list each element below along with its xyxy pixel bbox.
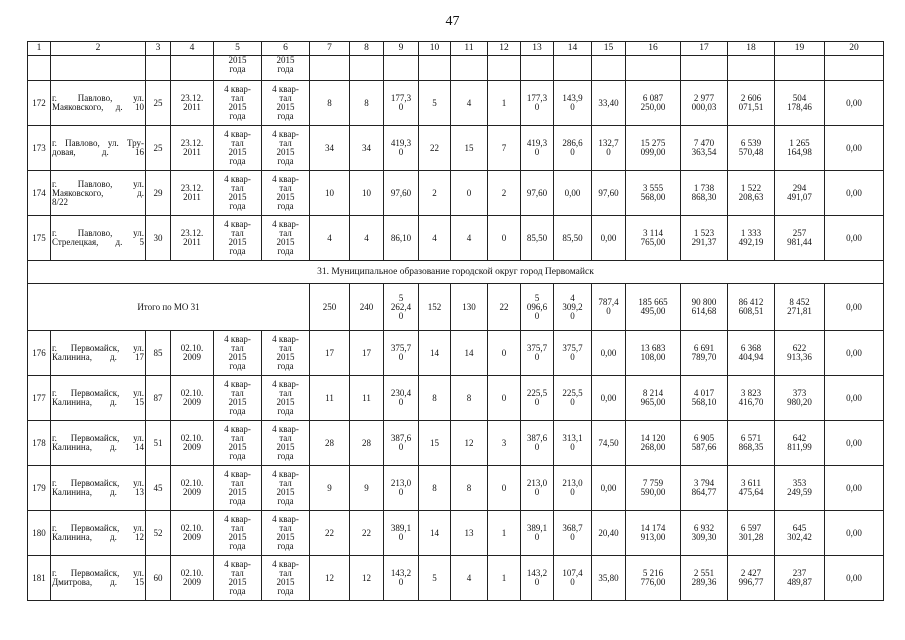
table-cell: 0,00 [825,81,884,126]
total-label: Итого по МО 31 [28,284,310,331]
table-cell: 9 [310,466,350,511]
table-cell: 375,7 0 [521,331,554,376]
table-cell: 15 [451,126,488,171]
table-cell: 2 [488,171,521,216]
table-cell: 3 794 864,77 [681,466,728,511]
table-cell: 4 квар- тал 2015 года [262,331,310,376]
table-cell: 14 [419,331,451,376]
table-cell: 17 [350,331,384,376]
table-cell: 30 [146,216,171,261]
table-cell: 2015 года [262,56,310,81]
table-cell: 0 [488,376,521,421]
table-body [28,42,884,601]
header-cell: 12 [488,42,521,56]
table-cell: 143,2 0 [384,556,419,601]
table-cell: 3 611 475,64 [728,466,775,511]
page-number: 47 [445,14,460,29]
header-cell: 8 [350,42,384,56]
table-cell: 0,00 [592,331,626,376]
total-cell: 240 [350,284,384,331]
table-cell: 4 квар- тал 2015 года [214,421,262,466]
table-cell: 622 913,36 [775,331,825,376]
table-cell: 4 квар- тал 2015 года [214,126,262,171]
table-cell: 132,7 0 [592,126,626,171]
row-number: 175 [28,216,51,261]
header-cell: 5 [214,42,262,56]
table-cell: 4 квар- тал 2015 года [214,376,262,421]
table-cell [350,56,384,81]
table-cell: 2 606 071,51 [728,81,775,126]
table-cell: 11 [350,376,384,421]
table-cell: 6 905 587,66 [681,421,728,466]
table-cell: 85,50 [554,216,592,261]
table-cell: 3 114 765,00 [626,216,681,261]
table-cell: 0,00 [825,511,884,556]
table-cell: 4 квар- тал 2015 года [214,331,262,376]
table-cell [592,56,626,81]
table-cell: 4 квар- тал 2015 года [214,466,262,511]
table-cell: 25 [146,81,171,126]
header-cell: 18 [728,42,775,56]
header-cell: 20 [825,42,884,56]
table-cell: 8 [310,81,350,126]
table-cell: 22 [350,511,384,556]
table-cell: 4 квар- тал 2015 года [262,171,310,216]
table-cell: 4 [419,216,451,261]
table-cell: 143,2 0 [521,556,554,601]
header-cell: 15 [592,42,626,56]
table-row [28,216,884,261]
total-row [28,284,884,331]
table-cell: 14 [451,331,488,376]
row-number: 176 [28,331,51,376]
header-cell: 4 [171,42,214,56]
table-cell: 34 [350,126,384,171]
table-cell: 25 [146,126,171,171]
header-cell: 6 [262,42,310,56]
table-cell: 7 759 590,00 [626,466,681,511]
table-cell: 230,4 0 [384,376,419,421]
program-table [27,41,884,601]
row-number: 177 [28,376,51,421]
table-cell: 11 [310,376,350,421]
table-row [28,331,884,376]
table-cell: 294 491,07 [775,171,825,216]
table-cell: 97,60 [384,171,419,216]
table-cell: 23.12. 2011 [171,216,214,261]
table-cell: 14 [419,511,451,556]
table-cell: 28 [350,421,384,466]
table-cell [775,56,825,81]
header-cell: 14 [554,42,592,56]
table-cell [681,56,728,81]
header-cell: 16 [626,42,681,56]
table-cell: 2 977 000,03 [681,81,728,126]
table-cell: 237 489,87 [775,556,825,601]
table-cell: 0,00 [554,171,592,216]
total-cell: 4 309,2 0 [554,284,592,331]
table-cell: 02.10. 2009 [171,511,214,556]
table-cell: 17 [310,331,350,376]
table-cell: 8 [419,466,451,511]
table-cell: 368,7 0 [554,511,592,556]
table-cell: 4 [451,556,488,601]
table-cell: 0,00 [825,556,884,601]
table-cell [171,56,214,81]
header-cell: 3 [146,42,171,56]
header-cell: 2 [51,42,146,56]
table-cell: 313,1 0 [554,421,592,466]
table-cell: 13 683 108,00 [626,331,681,376]
table-cell: 9 [350,466,384,511]
table-cell: 0,00 [825,376,884,421]
table-cell: 1 [488,81,521,126]
table-cell: 34 [310,126,350,171]
table-cell: 0,00 [825,171,884,216]
table-cell: 4 квар- тал 2015 года [262,511,310,556]
table-cell: 6 597 301,28 [728,511,775,556]
row-number: 172 [28,81,51,126]
table-cell: 12 [350,556,384,601]
table-cell: 2 [419,171,451,216]
table-cell: 286,6 0 [554,126,592,171]
table-cell: 0,00 [825,331,884,376]
address-cell: г. Первомайск, ул. Калинина, д. 15 [51,376,146,421]
table-cell: 8 [419,376,451,421]
table-cell: 15 275 099,00 [626,126,681,171]
table-cell: 14 120 268,00 [626,421,681,466]
table-cell: 22 [419,126,451,171]
table-cell: 12 [310,556,350,601]
header-cell: 11 [451,42,488,56]
row-number: 180 [28,511,51,556]
table-cell: 419,3 0 [384,126,419,171]
table-cell [451,56,488,81]
address-cell: г. Павлово, ул. Тру- довая, д. 16 [51,126,146,171]
table-cell: 0,00 [592,216,626,261]
table-cell: 5 [419,81,451,126]
table-cell: 4 квар- тал 2015 года [214,556,262,601]
table-cell: 52 [146,511,171,556]
table-cell: 87 [146,376,171,421]
table-cell: 6 368 404,94 [728,331,775,376]
table-row [28,126,884,171]
table-cell [626,56,681,81]
table-cell: 85,50 [521,216,554,261]
address-cell: г. Первомайск, ул. Калинина, д. 17 [51,331,146,376]
table-cell: 4 квар- тал 2015 года [262,556,310,601]
table-cell: 257 981,44 [775,216,825,261]
table-cell: 23.12. 2011 [171,126,214,171]
table-cell: 4 квар- тал 2015 года [262,216,310,261]
total-cell: 22 [488,284,521,331]
table-cell: 419,3 0 [521,126,554,171]
table-cell: 2 551 289,36 [681,556,728,601]
table-cell: 28 [310,421,350,466]
table-cell: 1 333 492,19 [728,216,775,261]
continuation-row [28,56,884,81]
row-number: 178 [28,421,51,466]
table-row [28,81,884,126]
row-number: 174 [28,171,51,216]
table-cell: 5 [419,556,451,601]
table-cell: 0 [451,171,488,216]
table-cell: 10 [310,171,350,216]
table-cell: 23.12. 2011 [171,171,214,216]
table-cell: 504 178,46 [775,81,825,126]
row-number: 173 [28,126,51,171]
table-row [28,421,884,466]
table-cell: 1 523 291,37 [681,216,728,261]
table-cell: 1 [488,511,521,556]
table-cell: 0,00 [825,126,884,171]
total-cell: 90 800 614,68 [681,284,728,331]
table-cell: 74,50 [592,421,626,466]
table-cell: 22 [310,511,350,556]
total-cell: 86 412 608,51 [728,284,775,331]
table-cell: 1 522 208,63 [728,171,775,216]
address-cell: г. Первомайск, ул. Калинина, д. 14 [51,421,146,466]
table-cell: 7 470 363,54 [681,126,728,171]
header-row [28,42,884,56]
table-cell [488,56,521,81]
table-cell: 4 квар- тал 2015 года [262,421,310,466]
table-cell: 13 [451,511,488,556]
table-cell: 213,0 0 [384,466,419,511]
table-cell: 02.10. 2009 [171,421,214,466]
table-cell: 4 квар- тал 2015 года [262,126,310,171]
table-row [28,466,884,511]
table-cell: 4 квар- тал 2015 года [214,216,262,261]
address-cell: г. Первомайск, ул. Калинина, д. 12 [51,511,146,556]
table-cell: 60 [146,556,171,601]
table-cell: 5 216 776,00 [626,556,681,601]
table-cell: 7 [488,126,521,171]
total-cell: 0,00 [825,284,884,331]
table-cell: 4 квар- тал 2015 года [214,81,262,126]
table-cell: 02.10. 2009 [171,556,214,601]
table-cell: 3 [488,421,521,466]
table-cell: 0 [488,466,521,511]
table-cell: 4 [350,216,384,261]
table-cell: 6 691 789,70 [681,331,728,376]
table-cell: 85 [146,331,171,376]
table-row [28,556,884,601]
table-cell: 0,00 [592,376,626,421]
table-cell: 35,80 [592,556,626,601]
table-cell: 12 [451,421,488,466]
table-cell: 23.12. 2011 [171,81,214,126]
table-cell: 387,6 0 [384,421,419,466]
table-cell: 02.10. 2009 [171,466,214,511]
table-cell: 4 квар- тал 2015 года [262,376,310,421]
table-cell: 02.10. 2009 [171,376,214,421]
table-cell: 213,0 0 [554,466,592,511]
table-row [28,376,884,421]
table-cell: 0,00 [825,466,884,511]
table-cell: 2015 года [214,56,262,81]
table-cell: 3 823 416,70 [728,376,775,421]
total-cell: 787,4 0 [592,284,626,331]
table-cell: 4 квар- тал 2015 года [214,171,262,216]
table-cell: 3 555 568,00 [626,171,681,216]
table-cell [419,56,451,81]
table-cell [521,56,554,81]
table-cell: 213,0 0 [521,466,554,511]
table-cell: 1 265 164,98 [775,126,825,171]
address-cell: г. Павлово, ул. Стрелецкая, д. 5 [51,216,146,261]
address-cell: г. Первомайск, ул. Калинина, д. 13 [51,466,146,511]
table-cell [146,56,171,81]
table-cell: 97,60 [521,171,554,216]
table-cell: 1 738 868,30 [681,171,728,216]
table-cell: 389,1 0 [384,511,419,556]
table-cell: 177,3 0 [521,81,554,126]
table-cell: 4 квар- тал 2015 года [214,511,262,556]
row-number: 179 [28,466,51,511]
table-cell [384,56,419,81]
table-cell: 29 [146,171,171,216]
header-cell: 17 [681,42,728,56]
table-cell: 389,1 0 [521,511,554,556]
table-cell: 02.10. 2009 [171,331,214,376]
table-cell: 0 [488,331,521,376]
table-cell: 8 214 965,00 [626,376,681,421]
table-cell: 10 [350,171,384,216]
table-cell: 0,00 [592,466,626,511]
table-cell: 375,7 0 [384,331,419,376]
total-cell: 5 096,6 0 [521,284,554,331]
table-cell: 15 [419,421,451,466]
total-cell: 152 [419,284,451,331]
table-cell: 8 [451,376,488,421]
table-cell: 373 980,20 [775,376,825,421]
table-cell: 645 302,42 [775,511,825,556]
table-row [28,511,884,556]
table-row [28,171,884,216]
table-cell: 6 571 868,35 [728,421,775,466]
total-cell: 5 262,4 0 [384,284,419,331]
table-cell: 6 539 570,48 [728,126,775,171]
table-cell: 45 [146,466,171,511]
table-cell: 387,6 0 [521,421,554,466]
table-cell: 51 [146,421,171,466]
total-cell: 250 [310,284,350,331]
table-cell: 4 квар- тал 2015 года [262,81,310,126]
table-cell: 20,40 [592,511,626,556]
header-cell: 9 [384,42,419,56]
table-cell: 33,40 [592,81,626,126]
table-cell: 225,5 0 [554,376,592,421]
table-cell: 177,3 0 [384,81,419,126]
table-cell: 107,4 0 [554,556,592,601]
total-cell: 130 [451,284,488,331]
header-cell: 10 [419,42,451,56]
header-cell: 1 [28,42,51,56]
table-cell: 8 [451,466,488,511]
table-cell: 0 [488,216,521,261]
table-cell [51,56,146,81]
table-cell [728,56,775,81]
table-cell: 4 [310,216,350,261]
address-cell: г. Первомайск, ул. Дмитрова, д. 15 [51,556,146,601]
municipality-title: 31. Муниципальное образование городской округ город Первомайск [28,261,884,284]
table-cell: 97,60 [592,171,626,216]
table-cell: 375,7 0 [554,331,592,376]
table-cell: 6 087 250,00 [626,81,681,126]
table-cell: 4 017 568,10 [681,376,728,421]
table-cell [825,56,884,81]
table-cell: 642 811,99 [775,421,825,466]
address-cell: г. Павлово, ул. Маяковского, д. 8/22 [51,171,146,216]
table-cell [28,56,51,81]
row-number: 181 [28,556,51,601]
table-cell: 14 174 913,00 [626,511,681,556]
table-cell: 4 [451,216,488,261]
header-cell: 7 [310,42,350,56]
table-cell: 6 932 309,30 [681,511,728,556]
table-cell: 1 [488,556,521,601]
total-cell: 185 665 495,00 [626,284,681,331]
municipality-row [28,261,884,284]
table-cell [310,56,350,81]
table-cell: 2 427 996,77 [728,556,775,601]
table-cell: 8 [350,81,384,126]
table-cell: 225,5 0 [521,376,554,421]
table-cell: 0,00 [825,421,884,466]
table-cell: 4 [451,81,488,126]
header-cell: 13 [521,42,554,56]
table-cell: 4 квар- тал 2015 года [262,466,310,511]
table-cell [554,56,592,81]
table-cell: 353 249,59 [775,466,825,511]
table-cell: 143,9 0 [554,81,592,126]
table-cell: 86,10 [384,216,419,261]
table-cell: 0,00 [825,216,884,261]
total-cell: 8 452 271,81 [775,284,825,331]
address-cell: г. Павлово, ул. Маяковского, д. 10 [51,81,146,126]
header-cell: 19 [775,42,825,56]
